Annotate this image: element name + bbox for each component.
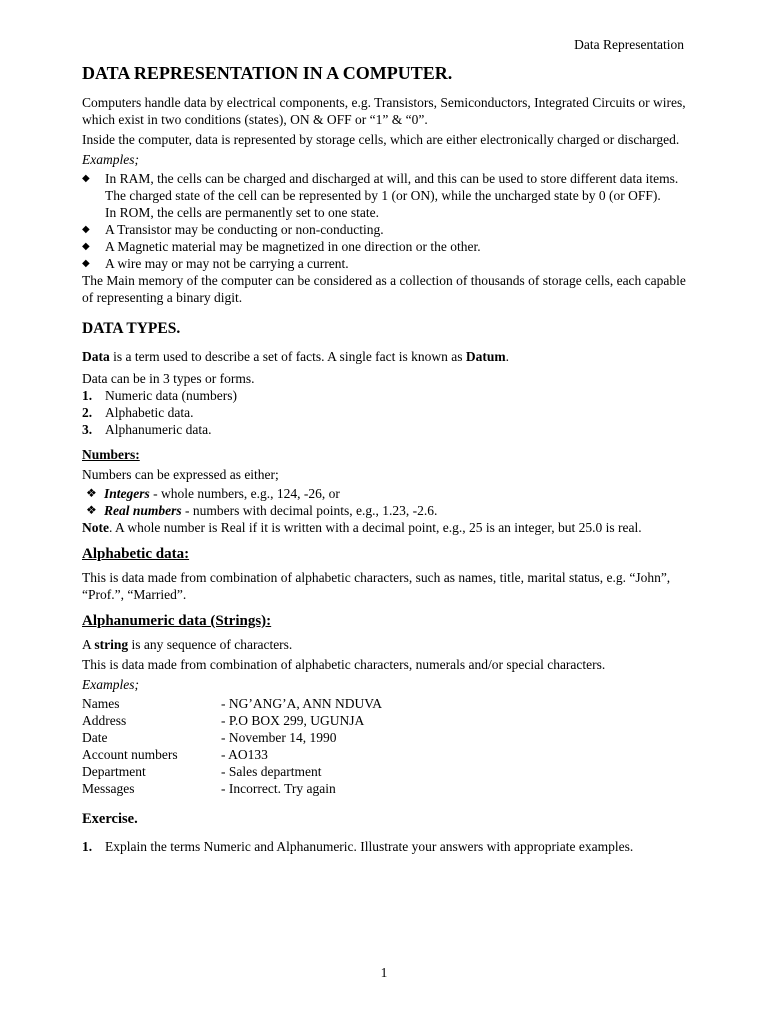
- running-header: Data Representation: [574, 37, 684, 52]
- table-row: Address - P.O BOX 299, UGUNJA: [82, 713, 365, 728]
- alphabetic-text: This is data made from combination of alphabetic characters, such as names, title, marital status, e.g. “John”, “Prof.”, “Married”.: [82, 570, 671, 602]
- page-content: [82, 62, 686, 863]
- list-item: ◆ A Magnetic material may be magnetized in one direction or the other.: [82, 239, 481, 254]
- list-item: ❖ Real numbers - numbers with decimal points, e.g., 1.23, -2.6.: [86, 503, 438, 518]
- note-paragraph: Note. A whole number is Real if it is written with a decimal point, e.g., 25 is an integer, but 25.0 is real.: [82, 520, 642, 535]
- intro-paragraph-3: The Main memory of the computer can be considered as a collection of thousands of storage cells, each capable of representing a binary digit.: [82, 273, 686, 305]
- alphanumeric-text: This is data made from combination of alphabetic characters, numerals and/or special characters.: [82, 657, 606, 672]
- diamond-bullet-icon: ◆: [82, 241, 90, 252]
- examples-label: Examples;: [82, 152, 139, 167]
- table-row: Messages - Incorrect. Try again: [82, 781, 336, 796]
- list-item: 2. Alphabetic data.: [82, 405, 194, 420]
- table-row: Names - NG’ANG’A, ANN NDUVA: [82, 696, 382, 711]
- forms-intro: Data can be in 3 types or forms.: [82, 371, 255, 386]
- diamond-bullet-icon: ◆: [82, 173, 90, 184]
- data-definition: Data is a term used to describe a set of facts. A single fact is known as Datum.: [82, 349, 510, 364]
- list-item: ◆ A wire may or may not be carrying a current.: [82, 256, 349, 271]
- data-forms-list: [82, 387, 686, 438]
- alphabetic-heading: Alphabetic data:: [82, 546, 190, 562]
- table-row: Date - November 14, 1990: [82, 730, 337, 745]
- intro-paragraph-1: Computers handle data by electrical components, e.g. Transistors, Semiconductors, Integrated Circuits or wires, which exist in two conditions (states), ON & OFF or “1” & “0”.: [82, 95, 686, 127]
- page-number: 1: [380, 965, 388, 980]
- data-types-heading: DATA TYPES.: [82, 320, 181, 337]
- rom-line: In ROM, the cells are permanently set to one state.: [105, 205, 380, 220]
- exercise-heading: Exercise.: [82, 811, 138, 827]
- diamond-bullet-icon: ◆: [82, 224, 90, 235]
- diamond-bullet-icon: ◆: [82, 258, 90, 269]
- number-kinds-list: [82, 485, 686, 519]
- exercise-list: [82, 838, 686, 855]
- list-item: 1. Explain the terms Numeric and Alphanumeric. Illustrate your answers with appropriate examples.: [82, 839, 634, 854]
- list-item: 3. Alphanumeric data.: [82, 422, 212, 437]
- table-row: Department - Sales department: [82, 764, 322, 779]
- list-item: 1. Numeric data (numbers): [82, 388, 237, 403]
- examples-label: Examples;: [82, 677, 139, 692]
- string-definition: A string is any sequence of characters.: [82, 637, 293, 652]
- table-row: Account numbers - AO133: [82, 747, 268, 762]
- star-bullet-icon: ❖: [86, 503, 97, 517]
- page-title: DATA REPRESENTATION IN A COMPUTER.: [82, 63, 453, 83]
- list-item: ◆ A Transistor may be conducting or non-conducting.: [82, 222, 384, 237]
- list-item: ❖ Integers - whole numbers, e.g., 124, -26, or: [86, 486, 340, 501]
- star-bullet-icon: ❖: [86, 486, 97, 500]
- alphanumeric-heading: Alphanumeric data (Strings):: [82, 613, 272, 629]
- storage-examples-list: [82, 170, 686, 272]
- numbers-heading: Numbers:: [82, 447, 140, 462]
- list-item: ◆ In RAM, the cells can be charged and discharged at will, and this can be used to store different data items. The charged state of the cell can be represented by 1 (or ON), while the uncharged state by 0 (or OFF). In ROM, the cells are permanently set to one state.: [82, 171, 679, 220]
- numbers-intro: Numbers can be expressed as either;: [82, 467, 279, 482]
- examples-table: [82, 695, 382, 797]
- intro-paragraph-2: Inside the computer, data is represented by storage cells, which are either electronically charged or discharged.: [82, 132, 680, 147]
